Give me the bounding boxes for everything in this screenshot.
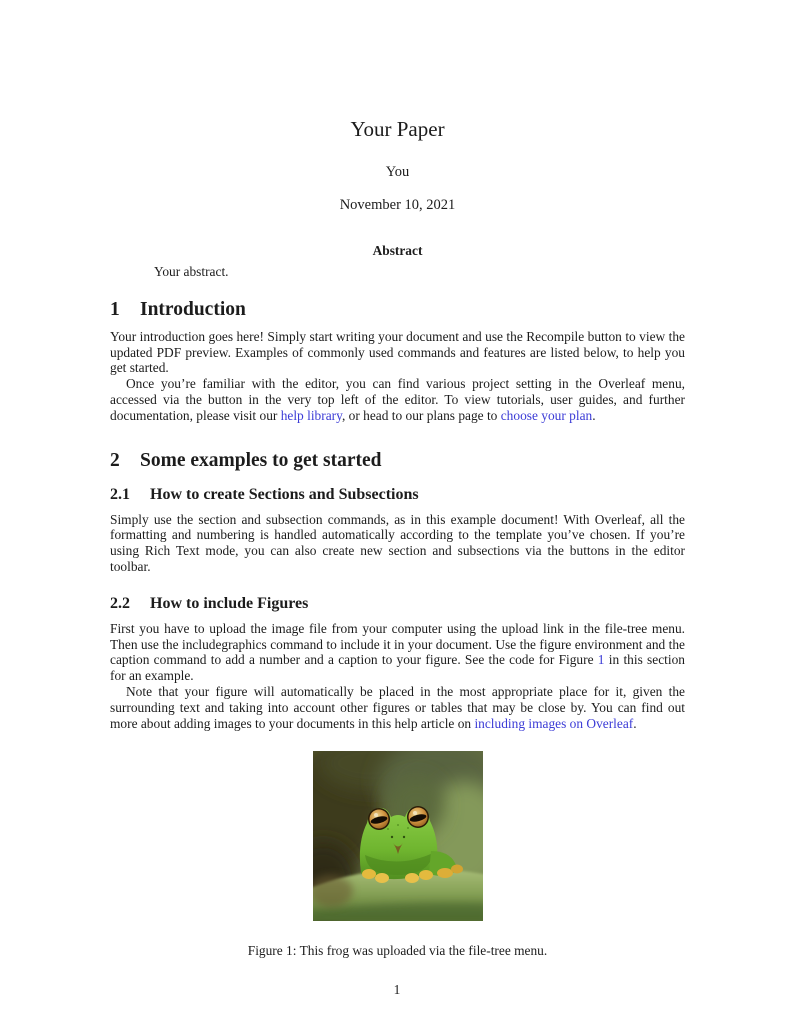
text-link[interactable]: choose your plan	[500, 407, 593, 423]
section-1-heading	[110, 298, 685, 321]
figure-1	[110, 751, 685, 926]
section-2-number: 2	[110, 449, 120, 471]
text-run: First you have to upload the image file from your computer using the upload link in the file-tree menu. Then use the includegraphics command to include it in your document. Use the figure environment and the caption command to add a number and a caption to your figure. See the code for Figure	[110, 620, 685, 668]
text-run: .	[633, 715, 637, 731]
text-run: .	[592, 407, 596, 423]
text-run: in this section for an example.	[110, 652, 685, 684]
text-link[interactable]: including images on Overleaf	[474, 715, 634, 731]
text-run: Note that your figure will automatically be placed in the most appropriate place for it, given the surrounding text and taking into account other figures or tables that may be close by. You can find out more about adding images to your documents in this help article on	[110, 683, 685, 731]
section-2-heading	[110, 449, 685, 472]
figures-paragraph-2	[110, 684, 685, 731]
text-run: , or head to our plans page to	[341, 407, 501, 423]
section-1-number: 1	[110, 298, 120, 320]
subsection-2-1-title: How to create Sections and Subsections	[150, 485, 419, 503]
subsection-2-2-number: 2.2	[110, 594, 130, 612]
text-link[interactable]: help library	[280, 407, 342, 423]
subsection-2-1-paragraph: Simply use the section and subsection commands, as in this example document! With Overleaf, all the formatting and numbering is handled automatically according to the template you’ve chosen. If you’re using Rich Text mode, you can also create new section and subsections via the buttons in the editor toolbar.	[110, 511, 685, 574]
figure-caption: Figure 1: This frog was uploaded via the file-tree menu.	[247, 943, 548, 959]
abstract-body: Your abstract.	[154, 264, 229, 279]
intro-paragraph-2	[110, 376, 685, 423]
section-2-title: Some examples to get started	[140, 449, 382, 471]
subsection-2-1-number: 2.1	[110, 485, 130, 503]
section-1-title: Introduction	[140, 298, 246, 320]
text-block	[110, 0, 685, 959]
frog-head	[359, 806, 437, 879]
subsection-2-2-title: How to include Figures	[150, 594, 309, 612]
abstract-heading: Abstract	[372, 243, 423, 258]
text-link[interactable]: 1	[597, 652, 605, 668]
paper-title: Your Paper	[350, 117, 445, 141]
subsection-2-2-heading	[110, 594, 685, 613]
text-run: Once you’re familiar with the editor, you can find various project setting in the Overleaf menu, accessed via the button in the very top left of the editor. To view tutorials, user guides, and further documentation, please visit our	[110, 376, 685, 423]
intro-paragraph-1: Your introduction goes here! Simply start writing your document and use the Recompile button to view the updated PDF preview. Examples of commonly used commands and features are listed below, to help you get started.	[110, 328, 685, 376]
paper-author: You	[385, 164, 410, 180]
subsection-2-1-heading	[110, 485, 685, 504]
figures-paragraph-1	[110, 621, 685, 684]
frog-photo	[313, 751, 483, 921]
paper-date: November 10, 2021	[339, 197, 456, 213]
page-number: 1	[393, 982, 401, 997]
